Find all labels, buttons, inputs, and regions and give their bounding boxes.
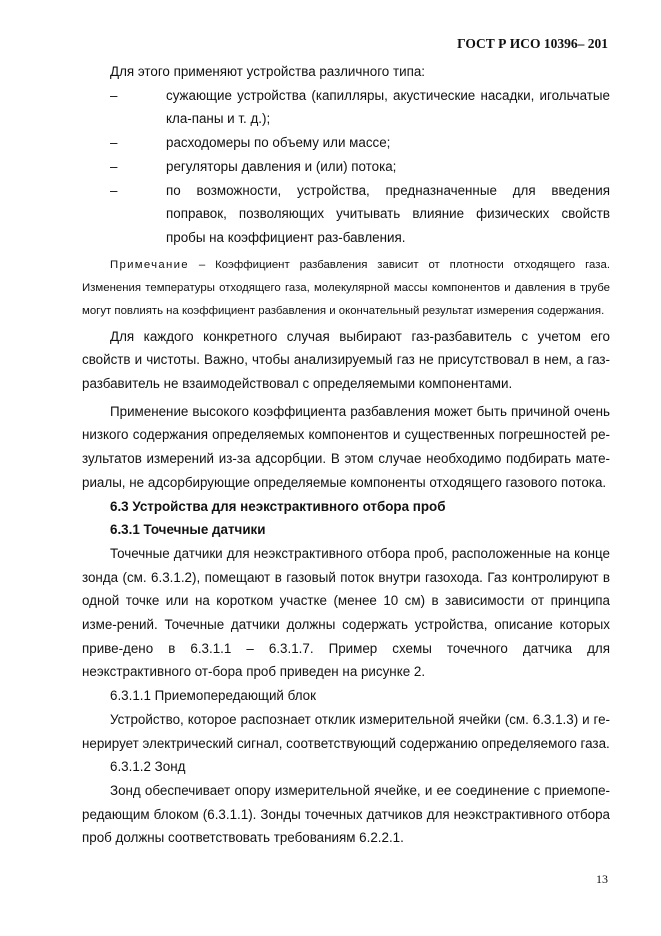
list-item: [82, 84, 610, 131]
subsection-title-6-3-1-2: 6.3.1.2 Зонд: [110, 759, 186, 775]
body-paragraph: Устройство, которое распознает отклик измерительной ячейки (см. 6.3.1.3) и ге-нерирует электрический сигнал, соответствующий содержанию определяемого газа.: [82, 711, 610, 751]
note-paragraph: [82, 254, 610, 323]
list-item-text: сужающие устройства (капилляры, акустические насадки, игольчатые кла-паны и т. д.);: [166, 87, 610, 127]
list-item: [82, 179, 610, 250]
list-item: [82, 131, 610, 155]
note-text: – Коэффициент разбавления зависит от плотности отходящего газа. Изменения температуры отходящего газа, молекулярной массы компонентов и давления в трубе могут повлиять на коэффициент разбавления и окончательный результат измерения содержания.: [82, 258, 610, 317]
list-dash: –: [110, 158, 118, 174]
intro-paragraph: Для этого применяют устройства различного типа:: [110, 64, 425, 79]
page-number: 13: [596, 872, 608, 886]
body-paragraph: Применение высокого коэффициента разбавления может быть причиной очень низкого содержания определяемых компонентов и существенных погрешностей ре-зультатов измерений из-за адсорбции. В этом случае необходимо подбирать мате-риалы, не адсорбирующие определяемые компоненты отходящего газового потока.: [82, 403, 610, 490]
list-item-text: расходомеры по объему или массе;: [166, 135, 391, 151]
list-dash: –: [110, 135, 118, 151]
body-paragraph: Точечные датчики для неэкстрактивного отбора проб, расположенные на конце зонда (см. 6.3.1.2), помещают в газовый поток внутри газохода. Газ контролируют в одной точке или на коротком участке (менее 10 см) в зависимости от принципа изме-рений. Точечные датчики должны содержать устройства, описание которых приве-дено в 6.3.1.1 – 6.3.1.7. Пример схемы точечного датчика для неэкстрактивного от-бора проб приведен на рисунке 2.: [82, 545, 610, 680]
list-item-text: по возможности, устройства, предназначенные для введения поправок, позволяющих учитывать влияние физических свойств пробы на коэффициент раз-бавления.: [166, 182, 610, 245]
list-dash: –: [110, 87, 118, 103]
section-heading-6-3: 6.3 Устройства для неэкстрактивного отбора проб: [110, 498, 446, 514]
section-heading-6-3-1: 6.3.1 Точечные датчики: [110, 522, 266, 538]
list-item-text: регуляторы давления и (или) потока;: [166, 158, 397, 174]
list-dash: –: [110, 182, 118, 198]
body-paragraph: Зонд обеспечивает опору измерительной ячейке, и ее соединение с приемопе-редающим блоком (6.3.1.1). Зонды точечных датчиков для неэкстрактивного отбора проб должны соответствовать требованиям 6.2.2.1.: [82, 782, 610, 846]
note-label: Примечание: [110, 258, 189, 271]
standard-header: ГОСТ Р ИСО 10396– 201: [457, 36, 608, 51]
subsection-title-6-3-1-1: 6.3.1.1 Приемопередающий блок: [110, 688, 316, 704]
list-item: [82, 155, 610, 179]
body-paragraph: Для каждого конкретного случая выбирают газ-разбавитель с учетом его свойств и чистоты. Важно, чтобы анализируемый газ не присутствовал в нем, а газ-разбавитель не взаимодействовал с определяемыми компонентами.: [82, 328, 610, 392]
document-body: [82, 60, 610, 850]
